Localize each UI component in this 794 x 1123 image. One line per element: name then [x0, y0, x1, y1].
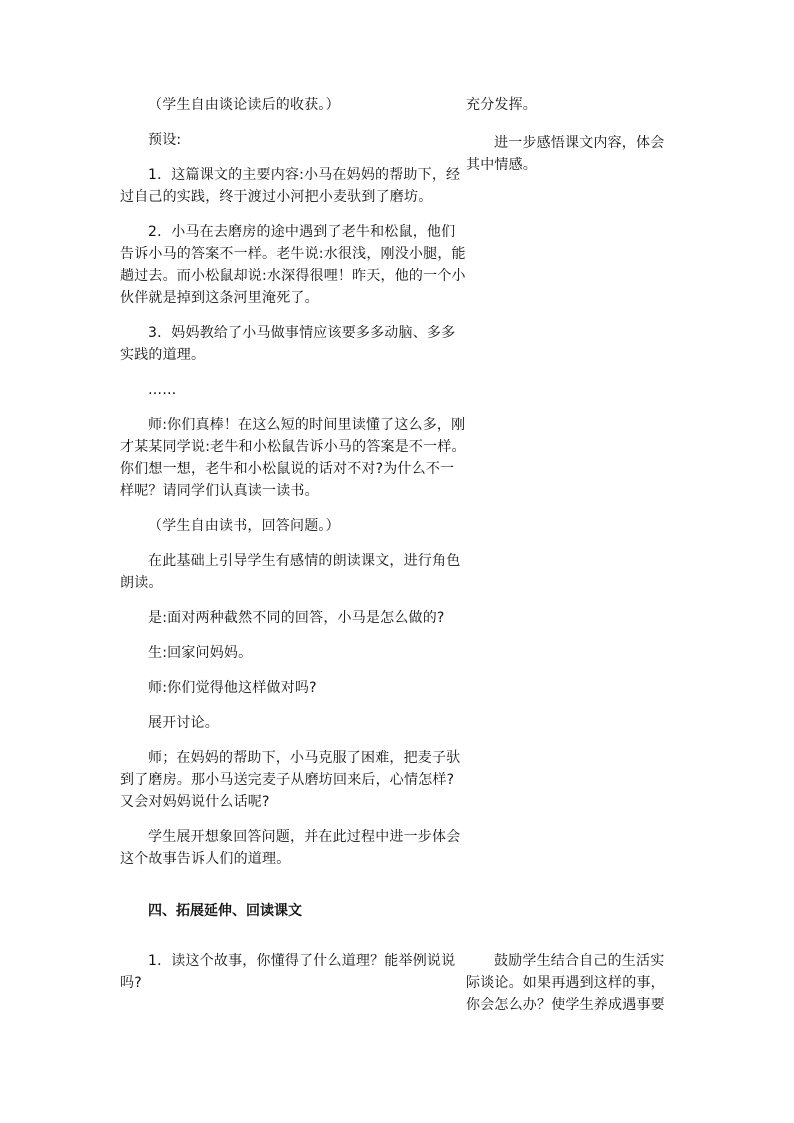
paragraph: 师:你们觉得他这样做对吗?	[148, 680, 317, 696]
paragraph: 3．妈妈教给了小马做事情应该要多多动脑、多多实践的道理。	[120, 325, 456, 363]
paragraph: 师:你们真棒！在这么短的时间里读懂了这么多，刚才某某同学说:老牛和小松鼠告诉小马的答案是不一样。你们想一想，老牛和小松鼠说的话对不对?为什么不一样呢？请同学们认真读一读书。	[120, 417, 466, 499]
paragraph: 2．小马在去磨房的途中遇到了老牛和松鼠，他们告诉小马的答案不一样。老牛说:水很浅，刚没小腿，能趟过去。而小松鼠却说:水深得很哩！昨天，他的一个小伙伴就是掉到这条河里淹死了。	[120, 224, 466, 306]
side-note: 进一步感悟课文内容，体会其中情感。	[466, 135, 665, 173]
paragraph: ……	[148, 382, 177, 398]
paragraph: 1．读这个故事，你懂得了什么道理？能举例说说吗?	[120, 953, 456, 991]
section-title: 四、拓展延伸、回读课文	[148, 903, 302, 919]
paragraph: 展开讨论。	[148, 715, 219, 731]
paragraph: （学生自由读书，回答问题。）	[148, 518, 340, 534]
paragraph: （学生自由谈论读后的收获。）	[148, 97, 340, 113]
side-note: 充分发挥。	[466, 97, 537, 113]
main-column	[120, 94, 468, 1007]
paragraph: 在此基础上引导学生有感情的朗读课文，进行角色朗读。	[120, 553, 461, 591]
side-note: 鼓励学生结合自己的生活实际谈论。如果再遇到这样的事，你会怎么办？使学生养成遇事要	[466, 953, 665, 1013]
paragraph: 师；在妈妈的帮助下，小马克服了困难，把麦子驮到了磨房。那小马送完麦子从磨坊回来后，心情怎样?又会对妈妈说什么话呢?	[120, 750, 461, 810]
paragraph: 生:回家问妈妈。	[148, 645, 253, 661]
paragraph: 学生展开想象回答问题，并在此过程中进一步体会这个故事告诉人们的道理。	[120, 829, 461, 867]
paragraph: 预设:	[148, 132, 182, 148]
paragraph: 1．这篇课文的主要内容:小马在妈妈的帮助下，经过自己的实践，终于渡过小河把小麦驮到了磨坊。	[120, 167, 461, 205]
paragraph: 是:面对两种截然不同的回答，小马是怎么做的?	[148, 610, 445, 626]
